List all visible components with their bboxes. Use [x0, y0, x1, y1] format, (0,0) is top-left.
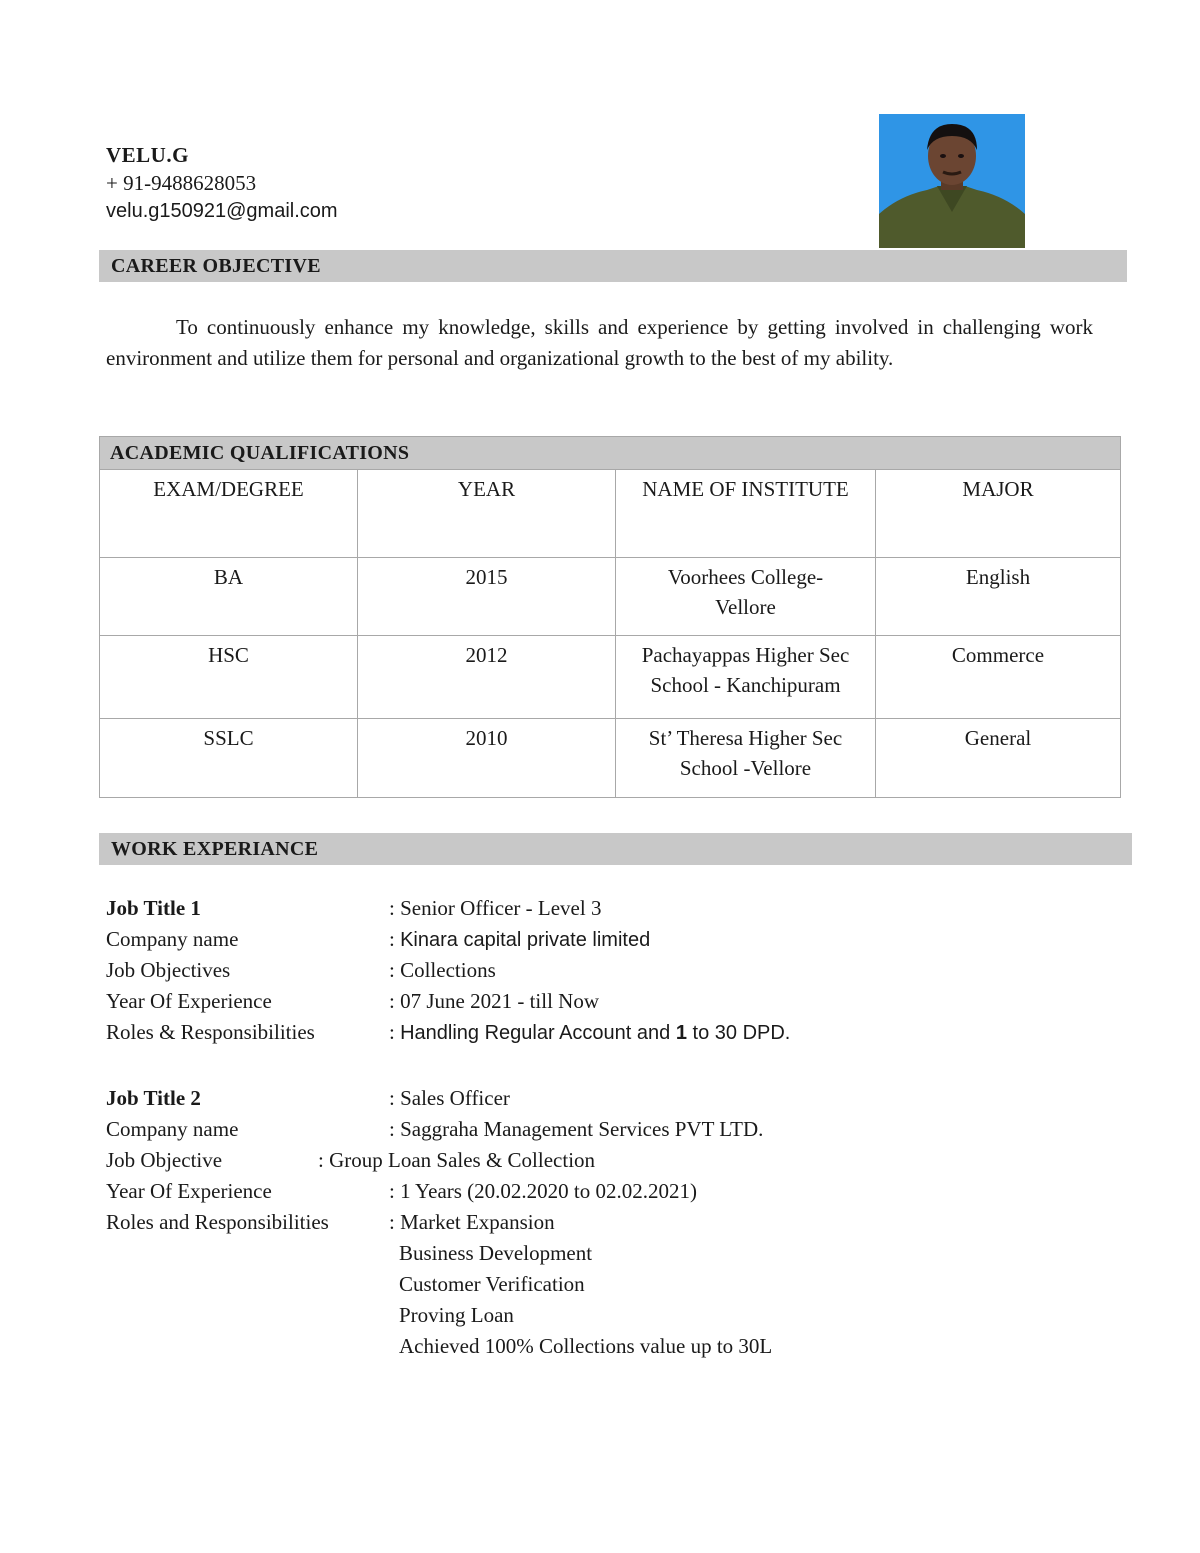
objectives-label: Job Objectives [106, 958, 231, 982]
column-header: YEAR [358, 470, 616, 558]
experience-row [106, 1176, 1006, 1207]
roles-row [106, 1207, 1006, 1238]
candidate-name: VELU.G [106, 143, 189, 167]
job-title-value: : Sales Officer [389, 1086, 510, 1110]
experience-value: : 1 Years (20.02.2020 to 02.02.2021) [389, 1179, 697, 1203]
roles-label: Roles & Responsibilities [106, 1020, 315, 1044]
phone-number: + 91-9488628053 [106, 171, 257, 195]
job-title-value: : Senior Officer - Level 3 [389, 896, 602, 920]
roles-value-a: Handling Regular Account and [400, 1022, 676, 1044]
roles-item: Proving Loan [399, 1303, 514, 1327]
roles-value-c: to 30 DPD. [686, 1022, 791, 1044]
table-cell: Voorhees College-Vellore [616, 558, 876, 636]
roles-prefix: : [389, 1020, 401, 1044]
section-work-experience: WORK EXPERIANCE [99, 833, 1132, 865]
table-cell: St’ Theresa Higher Sec School -Vellore [616, 719, 876, 798]
table-row [100, 558, 1121, 636]
company-value: : Saggraha Management Services PVT LTD. [389, 1117, 764, 1141]
table-cell: Pachayappas Higher Sec School - Kanchipuram [616, 636, 876, 719]
table-cell: Commerce [876, 636, 1121, 719]
roles-row [106, 1331, 1006, 1362]
job-title-row [106, 1083, 1006, 1114]
roles-value-b: 1 [675, 1022, 687, 1044]
career-objective-text: To continuously enhance my knowledge, skills and experience by getting involved in challenging work environment and utilize them for personal and organizational growth to the best of my ability. [106, 315, 1093, 370]
table-cell: HSC [100, 636, 358, 719]
job-1 [106, 893, 1006, 1048]
column-header: NAME OF INSTITUTE [616, 470, 876, 558]
table-cell: SSLC [100, 719, 358, 798]
experience-label: Year Of Experience [106, 1179, 272, 1203]
table-cell: BA [100, 558, 358, 636]
section-academic-qualifications: ACADEMIC QUALIFICATIONS [100, 437, 1121, 470]
objective-value: : Group Loan Sales & Collection [318, 1148, 596, 1172]
job-title-label: Job Title 1 [106, 896, 201, 920]
objectives-row [106, 955, 1006, 986]
company-value-wrap [389, 924, 650, 956]
table-cell: General [876, 719, 1121, 798]
roles-label: Roles and Responsibilities [106, 1210, 329, 1234]
roles-item: : Market Expansion [389, 1210, 555, 1234]
table-row [100, 719, 1121, 798]
roles-row [106, 1017, 1006, 1048]
job-2 [106, 1083, 1006, 1362]
company-row [106, 1114, 1006, 1145]
experience-label: Year Of Experience [106, 989, 272, 1013]
table-cell: English [876, 558, 1121, 636]
objectives-value: : Collections [389, 958, 496, 982]
column-header: EXAM/DEGREE [100, 470, 358, 558]
roles-value-wrap [389, 1017, 790, 1049]
table-cell: 2010 [358, 719, 616, 798]
company-label: Company name [106, 927, 239, 951]
table-cell: 2012 [358, 636, 616, 719]
roles-item: Achieved 100% Collections value up to 30L [399, 1334, 773, 1358]
roles-item: Customer Verification [399, 1272, 585, 1296]
experience-row [106, 986, 1006, 1017]
table-header-row [100, 470, 1121, 558]
section-career-objective: CAREER OBJECTIVE [99, 250, 1127, 282]
company-label: Company name [106, 1117, 239, 1141]
job-title-row [106, 893, 1006, 924]
academic-qualifications-table [99, 436, 1121, 798]
roles-row [106, 1238, 1006, 1269]
table-cell: 2015 [358, 558, 616, 636]
profile-photo [879, 114, 1025, 248]
company-row [106, 924, 1006, 955]
roles-row [106, 1269, 1006, 1300]
objective-label: Job Objective [106, 1148, 223, 1172]
column-header: MAJOR [876, 470, 1121, 558]
email-address: velu.g150921@gmail.com [106, 200, 338, 222]
experience-value: : 07 June 2021 - till Now [389, 989, 599, 1013]
objective-row [106, 1145, 1006, 1176]
roles-item: Business Development [399, 1241, 593, 1265]
company-prefix: : [389, 927, 401, 951]
job-title-label: Job Title 2 [106, 1086, 201, 1110]
table-row [100, 636, 1121, 719]
company-value: Kinara capital private limited [400, 929, 651, 951]
roles-row [106, 1300, 1006, 1331]
